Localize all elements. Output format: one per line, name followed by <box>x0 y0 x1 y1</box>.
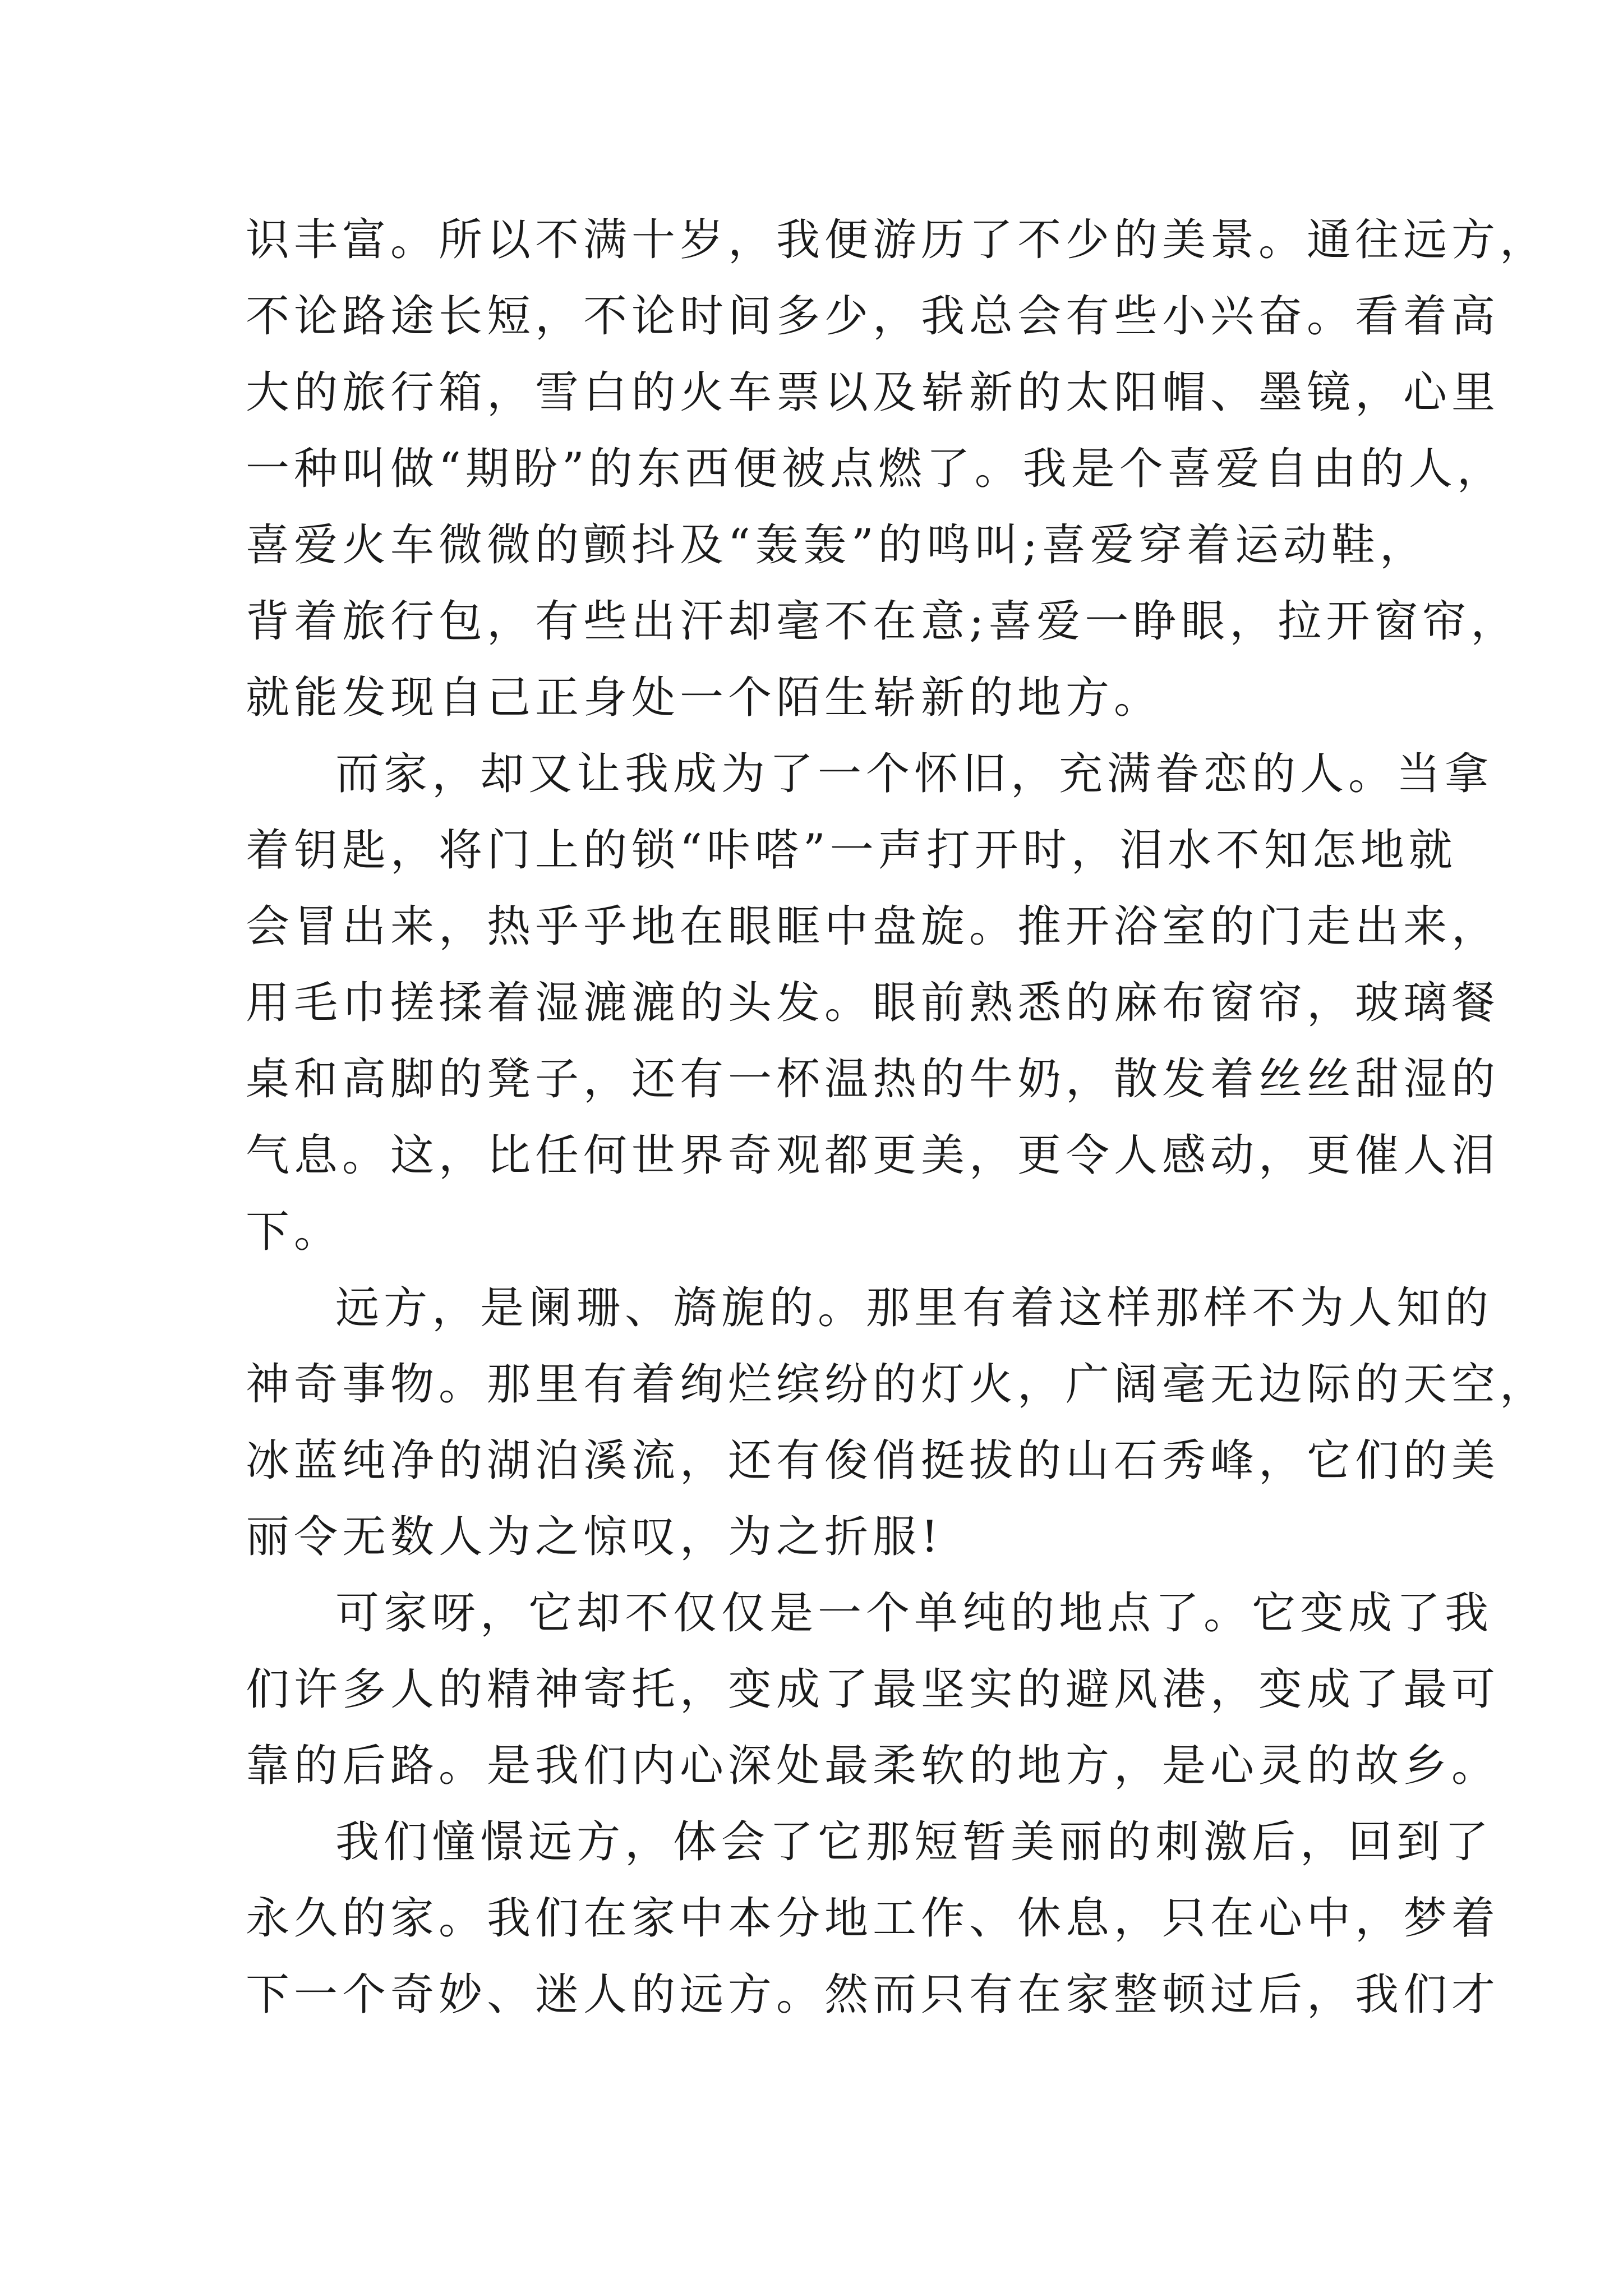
document-body <box>246 202 1548 2033</box>
text-line: 用毛巾搓揉着湿漉漉的头发。眼前熟悉的麻布窗帘，玻璃餐 <box>246 978 1500 1028</box>
paragraph-start-line: 远方，是阑珊、旖旎的。那里有着这样那样不为人知的 <box>335 1283 1493 1333</box>
text-line: 永久的家。我们在家中本分地工作、休息，只在心中，梦着 <box>246 1893 1500 1944</box>
text-line: 冰蓝纯净的湖泊溪流，还有俊俏挺拔的山石秀峰，它们的美 <box>246 1435 1500 1486</box>
text-line: 识丰富。所以不满十岁，我便游历了不少的美景。通往远方， <box>246 215 1548 265</box>
text-line: 大的旅行箱，雪白的火车票以及崭新的太阳帽、墨镜，心里 <box>246 367 1500 418</box>
text-line: 一种叫做“期盼”的东西便被点燃了。我是个喜爱自由的人， <box>246 444 1505 494</box>
paragraph-start-line: 我们憧憬远方，体会了它那短暂美丽的刺激后，回到了 <box>335 1817 1493 1867</box>
text-line: 会冒出来，热乎乎地在眼眶中盘旋。推开浴室的门走出来， <box>246 901 1500 952</box>
text-line: 下。 <box>246 1207 343 1257</box>
text-line: 着钥匙，将门上的锁“咔嗒”一声打开时，泪水不知怎地就 <box>246 825 1457 876</box>
text-line: 们许多人的精神寄托，变成了最坚实的避风港，变成了最可 <box>246 1664 1500 1715</box>
text-line: 喜爱火车微微的颤抖及“轰轰”的鸣叫;喜爱穿着运动鞋， <box>246 520 1428 570</box>
text-line: 不论路途长短，不论时间多少，我总会有些小兴奋。看着高 <box>246 291 1500 342</box>
text-line: 桌和高脚的凳子，还有一杯温热的牛奶，散发着丝丝甜湿的 <box>246 1054 1500 1105</box>
paragraph-start-line: 而家，却又让我成为了一个怀旧，充满眷恋的人。当拿 <box>335 749 1493 799</box>
paragraph-start-line: 可家呀，它却不仅仅是一个单纯的地点了。它变成了我 <box>335 1588 1493 1639</box>
text-line: 靠的后路。是我们内心深处最柔软的地方，是心灵的故乡。 <box>246 1741 1500 1791</box>
text-line: 就能发现自己正身处一个陌生崭新的地方。 <box>246 673 1163 723</box>
text-line: 下一个奇妙、迷人的远方。然而只有在家整顿过后，我们才 <box>246 1970 1500 2020</box>
text-line: 背着旅行包，有些出汗却毫不在意;喜爱一睁眼，拉开窗帘， <box>246 596 1519 647</box>
text-line: 神奇事物。那里有着绚烂缤纷的灯火，广阔毫无边际的天空， <box>246 1359 1548 1410</box>
text-line: 气息。这，比任何世界奇观都更美，更令人感动，更催人泪 <box>246 1130 1500 1181</box>
text-line: 丽令无数人为之惊叹，为之折服! <box>246 1512 943 1562</box>
